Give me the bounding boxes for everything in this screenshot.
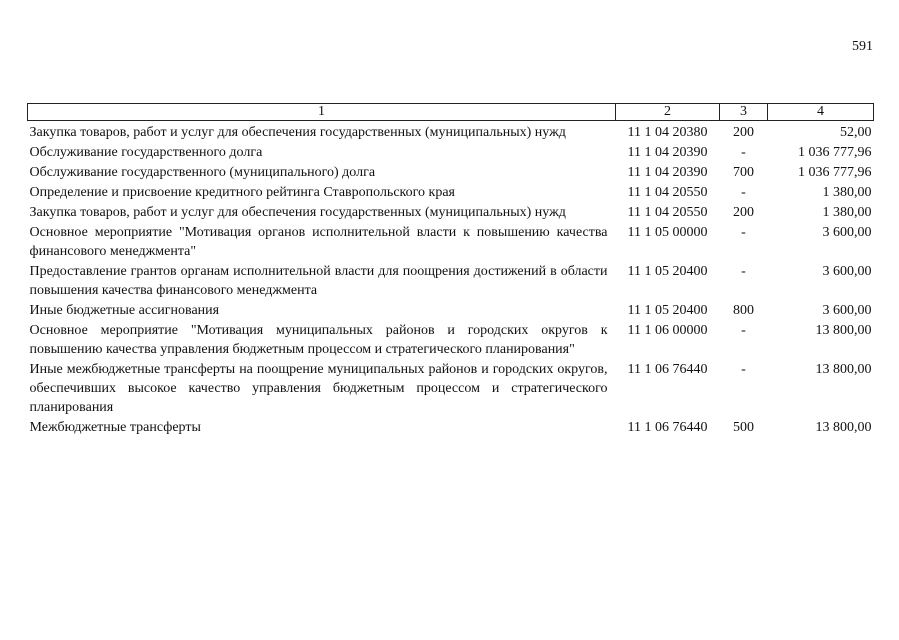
header-col-1: 1 xyxy=(28,104,616,121)
table-row xyxy=(28,301,874,321)
row-amount: 1 380,00 xyxy=(822,205,872,220)
table-row xyxy=(28,163,874,183)
row-amount: 3 600,00 xyxy=(822,264,872,279)
row-amount: 3 600,00 xyxy=(822,303,872,318)
row-code: 11 1 04 20550 xyxy=(627,185,708,200)
row-code: 11 1 04 20390 xyxy=(627,165,708,180)
row-code: 11 1 06 00000 xyxy=(627,323,708,338)
row-code: 11 1 04 20380 xyxy=(627,125,708,140)
budget-table xyxy=(27,103,874,438)
row-code: 11 1 04 20390 xyxy=(627,145,708,160)
row-type: - xyxy=(741,362,746,377)
table-row xyxy=(28,183,874,203)
row-code: 11 1 05 20400 xyxy=(627,303,708,318)
row-code: 11 1 05 00000 xyxy=(627,225,708,240)
page-number: 591 xyxy=(852,39,873,54)
row-amount: 1 380,00 xyxy=(822,185,872,200)
row-code: 11 1 06 76440 xyxy=(627,362,708,377)
header-col-4: 4 xyxy=(768,104,874,121)
row-name: Иные межбюджетные трансферты на поощрение муниципальных районов и городских округов, обеспечивших высокое качество управления бюджетным процессом и стратегического планирования xyxy=(29,362,608,415)
row-amount: 1 036 777,96 xyxy=(798,145,872,160)
row-amount: 13 800,00 xyxy=(815,362,872,377)
header-col-2: 2 xyxy=(616,104,720,121)
table-row xyxy=(28,143,874,163)
row-type: 200 xyxy=(733,125,754,140)
row-type: - xyxy=(741,264,746,279)
row-name: Основное мероприятие "Мотивация муниципальных районов и городских округов к повышению качества управления бюджетным процессом и стратегического планирования" xyxy=(29,323,608,357)
table-row xyxy=(28,223,874,262)
row-name: Обслуживание государственного (муниципального) долга xyxy=(29,165,376,180)
row-amount: 52,00 xyxy=(840,125,872,140)
table-row xyxy=(28,418,874,438)
row-code: 11 1 04 20550 xyxy=(627,205,708,220)
row-type: 800 xyxy=(733,303,754,318)
row-name: Закупка товаров, работ и услуг для обеспечения государственных (муниципальных) нужд xyxy=(29,205,566,220)
row-type: 700 xyxy=(733,165,754,180)
row-name: Основное мероприятие "Мотивация органов исполнительной власти к повышению качества финансового менеджмента" xyxy=(29,225,608,259)
row-name: Определение и присвоение кредитного рейтинга Ставропольского края xyxy=(29,185,455,200)
table-row xyxy=(28,360,874,418)
row-name: Предоставление грантов органам исполнительной власти для поощрения достижений в области повышения качества финансового менеджмента xyxy=(29,264,608,298)
row-name: Обслуживание государственного долга xyxy=(29,145,263,160)
row-type: - xyxy=(741,145,746,160)
table-row xyxy=(28,203,874,223)
row-code: 11 1 06 76440 xyxy=(627,420,708,435)
row-name: Закупка товаров, работ и услуг для обеспечения государственных (муниципальных) нужд xyxy=(29,125,566,140)
header-col-3: 3 xyxy=(720,104,768,121)
row-type: - xyxy=(741,323,746,338)
row-amount: 13 800,00 xyxy=(815,420,872,435)
table-row xyxy=(28,262,874,301)
row-amount: 1 036 777,96 xyxy=(798,165,872,180)
row-type: 500 xyxy=(733,420,754,435)
row-name: Иные бюджетные ассигнования xyxy=(29,303,220,318)
row-name: Межбюджетные трансферты xyxy=(29,420,201,435)
row-type: - xyxy=(741,225,746,240)
row-amount: 13 800,00 xyxy=(815,323,872,338)
row-type: 200 xyxy=(733,205,754,220)
row-type: - xyxy=(741,185,746,200)
table-row xyxy=(28,321,874,360)
table-row xyxy=(28,121,874,144)
row-code: 11 1 05 20400 xyxy=(627,264,708,279)
table-header-row xyxy=(28,104,874,121)
row-amount: 3 600,00 xyxy=(822,225,872,240)
